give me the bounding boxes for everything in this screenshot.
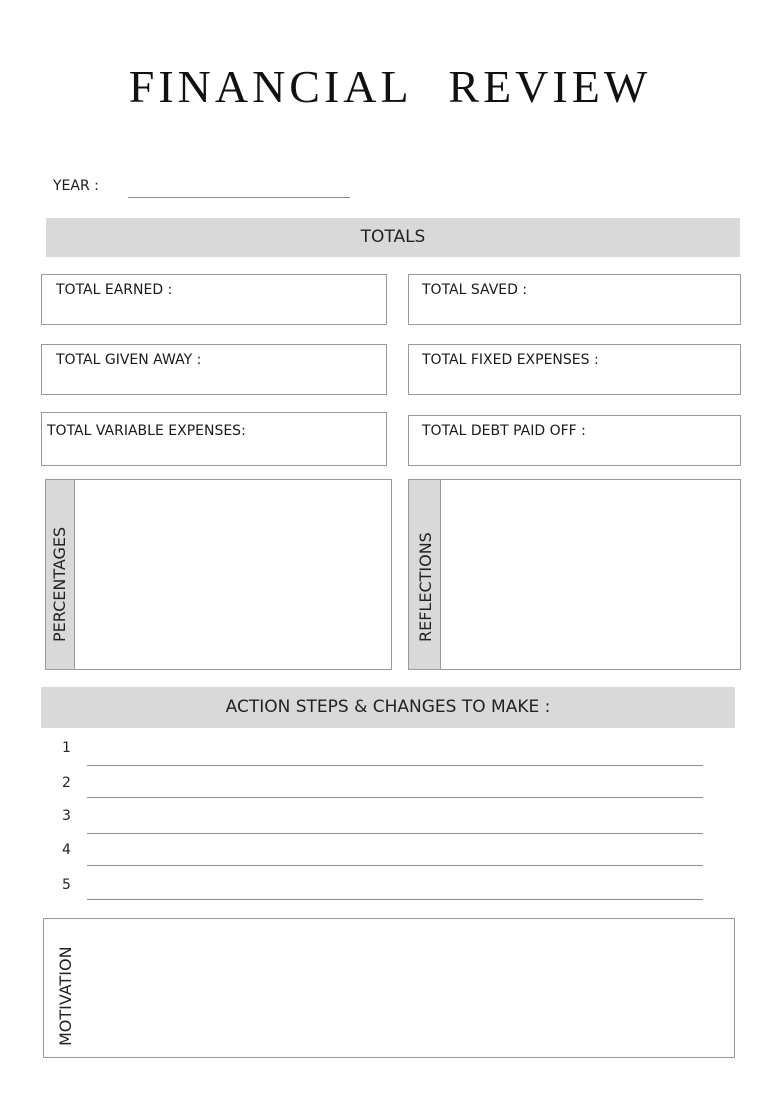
year-input-line[interactable] — [128, 197, 350, 198]
action-step-number: 2 — [62, 775, 71, 791]
action-step-number: 1 — [62, 740, 71, 756]
motivation-label: MOTIVATION — [56, 946, 75, 1046]
total-earned-label: TOTAL EARNED : — [56, 282, 173, 298]
total-earned-box[interactable] — [41, 274, 387, 325]
percentages-label: PERCENTAGES — [50, 526, 69, 642]
action-step-line-4[interactable] — [87, 865, 703, 866]
total-saved-box[interactable] — [408, 274, 741, 325]
total-variable-expenses-box[interactable] — [41, 412, 387, 466]
total-fixed-expenses-box[interactable] — [408, 344, 741, 395]
percentages-box[interactable] — [45, 479, 392, 670]
total-fixed-expenses-label: TOTAL FIXED EXPENSES : — [422, 352, 599, 368]
action-step-number: 5 — [62, 877, 71, 893]
total-debt-paid-off-label: TOTAL DEBT PAID OFF : — [422, 423, 586, 439]
total-variable-expenses-label: TOTAL VARIABLE EXPENSES: — [47, 423, 246, 439]
totals-heading: TOTALS — [46, 218, 740, 257]
total-given-away-box[interactable] — [41, 344, 387, 395]
action-step-number: 4 — [62, 842, 71, 858]
total-given-away-label: TOTAL GIVEN AWAY : — [56, 352, 202, 368]
total-debt-paid-off-box[interactable] — [408, 415, 741, 466]
action-steps-heading: ACTION STEPS & CHANGES TO MAKE : — [41, 687, 735, 728]
action-step-line-5[interactable] — [87, 899, 703, 900]
action-step-line-2[interactable] — [87, 797, 703, 798]
page-title: FINANCIAL REVIEW — [128, 61, 652, 112]
action-step-line-1[interactable] — [87, 765, 703, 766]
action-step-line-3[interactable] — [87, 833, 703, 834]
year-label: YEAR : — [53, 178, 99, 194]
total-saved-label: TOTAL SAVED : — [422, 282, 528, 298]
action-step-number: 3 — [62, 808, 71, 824]
motivation-box[interactable] — [43, 918, 735, 1058]
reflections-label: REFLECTIONS — [416, 532, 435, 642]
reflections-box[interactable] — [408, 479, 741, 670]
